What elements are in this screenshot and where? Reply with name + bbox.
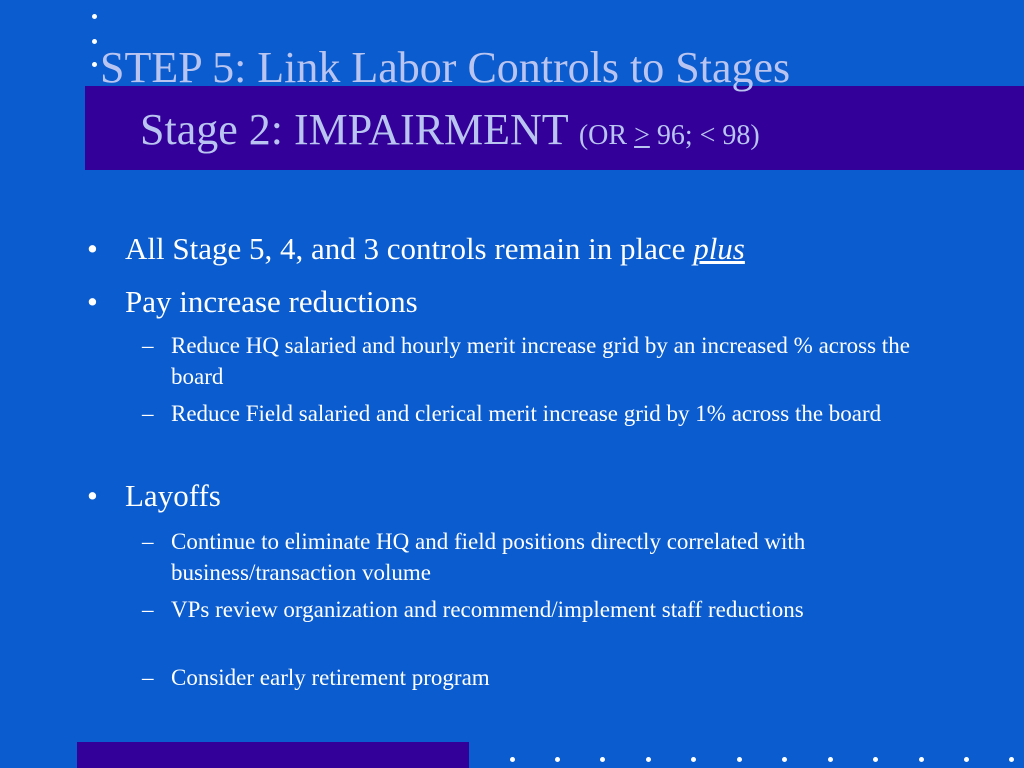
sub-bullet-text: Reduce Field salaried and clerical merit increase grid by 1% across the board [171, 401, 882, 426]
bottom-band [77, 742, 469, 768]
sub-bullet-item [142, 594, 942, 625]
dash-marker: – [142, 333, 154, 358]
subtitle-gt: > [634, 120, 650, 151]
dash-marker: – [142, 401, 154, 426]
subtitle-paren-open: (OR [578, 120, 635, 151]
slide-subtitle [140, 105, 760, 154]
decor-dot [737, 757, 742, 762]
decor-dot [92, 62, 97, 67]
bullet-text: Pay increase reductions [125, 284, 418, 319]
sub-bullet-text: Reduce HQ salaried and hourly merit increase grid by an increased % across the board [171, 333, 910, 389]
subtitle-rest: 96; < 98) [649, 120, 760, 151]
sub-bullet-item [142, 526, 942, 588]
decor-dot [828, 757, 833, 762]
decor-dot [691, 757, 696, 762]
decor-dot [600, 757, 605, 762]
bullet-text: Layoffs [125, 478, 221, 513]
sub-bullet-item [142, 662, 942, 693]
decor-dot [1009, 757, 1014, 762]
sub-bullet-text: Consider early retirement program [171, 665, 490, 690]
bullet-marker: • [87, 231, 98, 266]
decor-dot [510, 757, 515, 762]
subtitle-condition [579, 120, 760, 151]
dash-marker: – [142, 597, 154, 622]
decor-dot [555, 757, 560, 762]
bullet-item [87, 480, 221, 511]
decor-dot [873, 757, 878, 762]
sub-bullet-item [142, 398, 942, 429]
decor-dot [646, 757, 651, 762]
sub-bullet-item [142, 330, 942, 392]
subtitle-main: Stage 2: IMPAIRMENT [140, 105, 568, 154]
bullet-marker: • [87, 478, 98, 513]
dash-marker: – [142, 665, 154, 690]
bullet-item [87, 286, 418, 317]
decor-dot [92, 14, 97, 19]
decor-dot [919, 757, 924, 762]
dash-marker: – [142, 529, 154, 554]
decor-dot [92, 39, 97, 44]
slide-title: STEP 5: Link Labor Controls to Stages [100, 43, 791, 92]
decor-dot [782, 757, 787, 762]
sub-bullet-text: Continue to eliminate HQ and field positions directly correlated with business/transaction volume [171, 529, 806, 585]
bullet-marker: • [87, 284, 98, 319]
bullet-text: All Stage 5, 4, and 3 controls remain in place [125, 231, 686, 266]
bullet-item [87, 233, 745, 264]
bullet-emphasis: plus [693, 231, 745, 266]
sub-bullet-text: VPs review organization and recommend/implement staff reductions [171, 597, 804, 622]
decor-dot [964, 757, 969, 762]
